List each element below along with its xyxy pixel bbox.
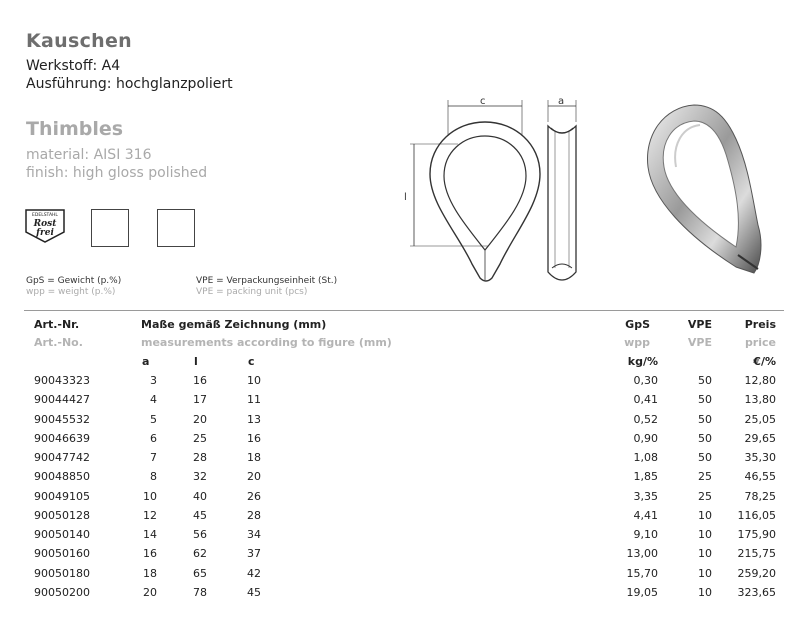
cell-c: 18 — [247, 451, 261, 464]
subheader-c: c — [248, 355, 255, 368]
cell-gps: 0,30 — [633, 374, 658, 387]
cell-a: 5 — [150, 412, 157, 426]
cell-vpe: 50 — [698, 412, 712, 426]
cell-art: 90046639 — [34, 431, 90, 445]
legend-gps-german: GpS = Gewicht (p.%) — [26, 276, 122, 286]
cell-l: 78 — [193, 585, 207, 599]
table-row — [0, 393, 800, 413]
cell-price: 46,55 — [744, 470, 776, 484]
cell-gps: 4,41 — [633, 508, 658, 522]
cell-art: 90047742 — [34, 451, 90, 464]
header-measures-en: measurements according to figure (mm) — [141, 336, 392, 349]
label-a: a — [558, 96, 565, 107]
cell-gps: 0,41 — [633, 393, 658, 407]
cell-c: 45 — [247, 585, 261, 599]
cell-a: 20 — [143, 585, 157, 599]
cell-gps: 15,70 — [626, 566, 658, 580]
cell-c: 13 — [247, 412, 261, 426]
cell-price: 116,05 — [737, 508, 776, 522]
cell-gps: 13,00 — [626, 547, 658, 561]
cell-art: 90043323 — [34, 374, 90, 387]
cell-l: 56 — [193, 528, 207, 541]
legend-vpe-english: VPE = packing unit (pcs) — [196, 287, 308, 297]
cell-a: 14 — [143, 528, 157, 541]
cell-price: 323,65 — [737, 585, 776, 599]
cell-a: 4 — [150, 393, 157, 407]
header-art-en: Art.-No. — [34, 336, 83, 349]
header-vpe-de: VPE — [687, 318, 712, 331]
cell-vpe: 10 — [698, 528, 712, 541]
table-row — [0, 567, 800, 587]
subheader-unit-price: €/% — [753, 355, 776, 368]
finish-german: Ausführung: hochglanzpoliert — [26, 76, 233, 92]
cell-art: 90050128 — [34, 508, 90, 522]
cell-gps: 0,52 — [633, 412, 658, 426]
cell-c: 16 — [247, 431, 261, 445]
cell-gps: 1,85 — [633, 470, 658, 484]
cell-l: 20 — [193, 412, 207, 426]
cell-a: 3 — [150, 374, 157, 387]
cell-l: 65 — [193, 566, 207, 580]
cell-c: 34 — [247, 528, 261, 541]
material-german: Werkstoff: A4 — [26, 58, 121, 74]
cell-price: 259,20 — [737, 566, 776, 580]
empty-symbol-box-2 — [157, 209, 195, 247]
cell-gps: 19,05 — [626, 585, 658, 599]
cell-a: 10 — [143, 489, 157, 503]
label-l: l — [404, 192, 407, 203]
cell-c: 37 — [247, 547, 261, 561]
table-row — [0, 509, 800, 529]
cell-vpe: 10 — [698, 508, 712, 522]
cell-a: 6 — [150, 431, 157, 445]
cell-l: 62 — [193, 547, 207, 561]
cell-vpe: 10 — [698, 585, 712, 599]
cell-vpe: 25 — [698, 470, 712, 484]
cell-vpe: 50 — [698, 431, 712, 445]
header-gps-de: GpS — [625, 318, 650, 331]
table-row — [0, 413, 800, 433]
cell-price: 175,90 — [737, 528, 776, 541]
title-english: Thimbles — [26, 118, 124, 140]
cell-gps: 9,10 — [633, 528, 658, 541]
cell-art: 90050160 — [34, 547, 90, 561]
cell-gps: 1,08 — [633, 451, 658, 464]
table-row — [0, 432, 800, 452]
table-row — [0, 374, 800, 394]
table-row — [0, 528, 800, 548]
cell-c: 10 — [247, 374, 261, 387]
label-c: c — [480, 96, 486, 107]
title-german: Kauschen — [26, 30, 132, 52]
cell-c: 20 — [247, 470, 261, 484]
cell-c: 11 — [247, 393, 261, 407]
cell-l: 45 — [193, 508, 207, 522]
cell-a: 12 — [143, 508, 157, 522]
cell-vpe: 50 — [698, 451, 712, 464]
cell-gps: 3,35 — [633, 489, 658, 503]
table-row — [0, 470, 800, 490]
header-art-de: Art.-Nr. — [34, 318, 80, 331]
table-row — [0, 451, 800, 471]
finish-english: finish: high gloss polished — [26, 165, 208, 181]
cell-a: 7 — [150, 451, 157, 464]
cell-c: 26 — [247, 489, 261, 503]
stamp-line2-text: frei — [36, 228, 54, 238]
cell-art: 90045532 — [34, 412, 90, 426]
table-row — [0, 547, 800, 567]
cell-c: 28 — [247, 508, 261, 522]
cell-art: 90048850 — [34, 470, 90, 484]
legend-vpe-german: VPE = Verpackungseinheit (St.) — [196, 276, 338, 286]
cell-l: 40 — [193, 489, 207, 503]
header-price-en: price — [744, 336, 776, 349]
cell-a: 8 — [150, 470, 157, 484]
cell-a: 16 — [143, 547, 157, 561]
cell-price: 215,75 — [737, 547, 776, 561]
cell-l: 16 — [193, 374, 207, 387]
header-measures-de: Maße gemäß Zeichnung (mm) — [141, 318, 327, 331]
cell-price: 29,65 — [744, 431, 776, 445]
cell-vpe: 50 — [698, 374, 712, 387]
table-row — [0, 490, 800, 510]
cell-price: 25,05 — [744, 412, 776, 426]
cell-c: 42 — [247, 566, 261, 580]
header-price-de: Preis — [744, 318, 776, 331]
cell-price: 35,30 — [744, 451, 776, 464]
technical-drawing — [400, 92, 600, 292]
header-vpe-en: VPE — [687, 336, 712, 349]
cell-price: 78,25 — [744, 489, 776, 503]
cell-l: 28 — [193, 451, 207, 464]
cell-price: 13,80 — [744, 393, 776, 407]
rostfrei-stamp-icon — [24, 208, 68, 242]
cell-art: 90049105 — [34, 489, 90, 503]
cell-vpe: 10 — [698, 547, 712, 561]
cell-l: 25 — [193, 431, 207, 445]
subheader-a: a — [142, 355, 150, 368]
cell-a: 18 — [143, 566, 157, 580]
cell-art: 90050180 — [34, 566, 90, 580]
cell-art: 90044427 — [34, 393, 90, 407]
empty-symbol-box-1 — [91, 209, 129, 247]
table-top-rule — [24, 310, 784, 311]
cell-vpe: 10 — [698, 566, 712, 580]
cell-art: 90050140 — [34, 528, 90, 541]
cell-vpe: 50 — [698, 393, 712, 407]
subheader-l: l — [194, 355, 198, 368]
header-gps-en: wpp — [624, 336, 650, 349]
cell-l: 17 — [193, 393, 207, 407]
thimble-product-image — [636, 95, 786, 280]
subheader-unit-weight: kg/% — [627, 355, 658, 368]
material-english: material: AISI 316 — [26, 147, 152, 163]
cell-l: 32 — [193, 470, 207, 484]
cell-price: 12,80 — [744, 374, 776, 387]
cell-gps: 0,90 — [633, 431, 658, 445]
cell-vpe: 25 — [698, 489, 712, 503]
legend-gps-english: wpp = weight (p.%) — [26, 287, 116, 297]
table-row — [0, 586, 800, 606]
stamp-top-text: EDELSTAHL — [32, 213, 58, 218]
stamp-line1-text: Rost — [33, 219, 57, 229]
cell-art: 90050200 — [34, 585, 90, 599]
